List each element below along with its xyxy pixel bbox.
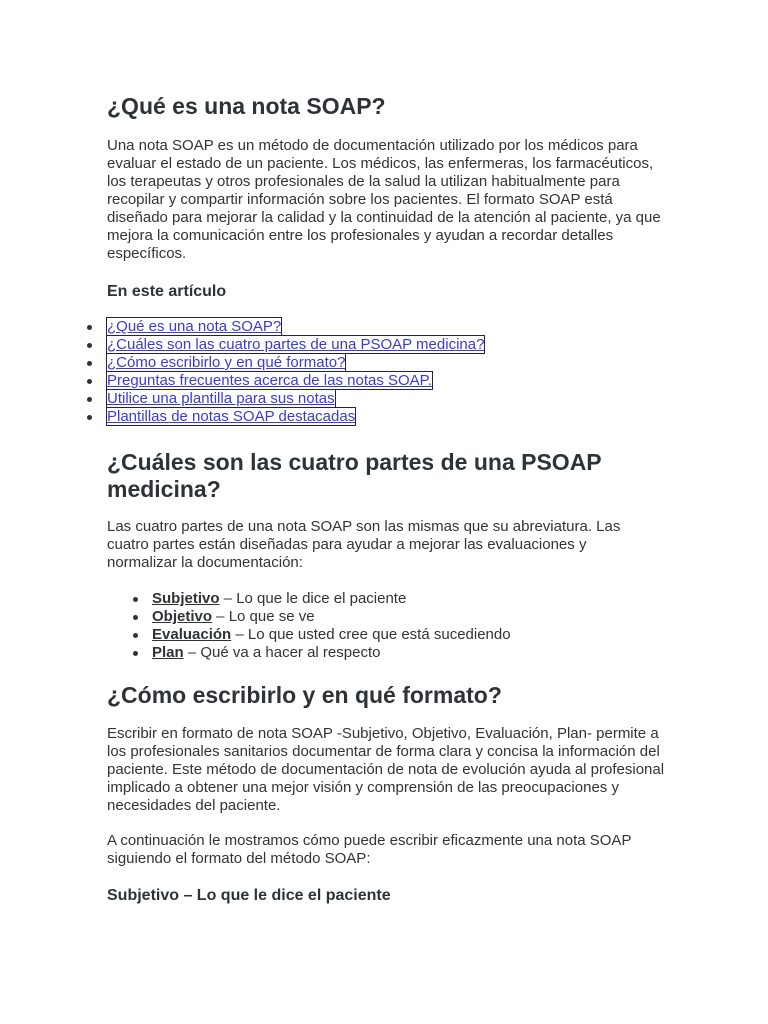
part-desc: – Lo que se ve: [212, 608, 315, 625]
intro-paragraph: Una nota SOAP es un método de documentación utilizado por los médicos para evaluar el estado de un paciente. Los médicos, las enfermeras, los farmacéuticos, los terapeutas y otros profesionales de la salud la utilizan habitualmente para recopilar y compartir información sobre los pacientes. El formato SOAP está diseñado para mejorar la calidad y la continuidad de la atención al paciente, ya que mejora la comunicación entre los profesionales y ayudan a recordar detalles específicos.: [107, 137, 661, 262]
list-item: [133, 608, 511, 626]
toc-item: [87, 390, 484, 408]
toc-link-how-to-write[interactable]: ¿Cómo escribirlo y en qué formato?: [107, 354, 346, 371]
toc-item: [87, 354, 484, 372]
toc-link-four-parts[interactable]: ¿Cuáles son las cuatro partes de una PSOAP medicina?: [107, 336, 485, 353]
format-paragraph: Escribir en formato de nota SOAP -Subjetivo, Objetivo, Evaluación, Plan- permite a los profesionales sanitarios documentar de forma clara y concisa la información del paciente. Este método de documentación de nota de evolución ayuda al profesional implicado a obtener una mejor visión y comprensión de las preocupaciones y necesidades del paciente.: [107, 725, 665, 814]
list-item: [133, 590, 511, 608]
part-term: Objetivo: [152, 608, 213, 625]
table-of-contents: [87, 318, 484, 426]
toc-item: [87, 372, 484, 390]
toc-link-template[interactable]: Utilice una plantilla para sus notas: [107, 390, 335, 407]
heading-four-parts: ¿Cuáles son las cuatro partes de una PSOAP medicina?: [107, 449, 602, 502]
heading-how-to-write: ¿Cómo escribirlo y en qué formato?: [107, 682, 502, 708]
toc-item: [87, 336, 484, 354]
soap-parts-list: [133, 590, 511, 662]
toc-item: [87, 408, 484, 426]
toc-link-what-is[interactable]: ¿Qué es una nota SOAP?: [107, 318, 282, 335]
list-item: [133, 626, 511, 644]
toc-heading: En este artículo: [107, 283, 227, 300]
subheading-subjective: Subjetivo – Lo que le dice el paciente: [107, 887, 391, 904]
part-desc: – Lo que le dice el paciente: [219, 590, 407, 607]
toc-link-featured-templates[interactable]: Plantillas de notas SOAP destacadas: [107, 408, 356, 425]
toc-item: [87, 318, 484, 336]
continuation-paragraph: A continuación le mostramos cómo puede escribir eficazmente una nota SOAP siguiendo el formato del método SOAP:: [107, 832, 632, 867]
heading-what-is-soap: ¿Qué es una nota SOAP?: [107, 93, 386, 119]
part-desc: – Qué va a hacer al respecto: [183, 644, 381, 661]
part-term: Subjetivo: [152, 590, 220, 607]
parts-paragraph: Las cuatro partes de una nota SOAP son las mismas que su abreviatura. Las cuatro partes están diseñadas para ayudar a mejorar las evaluaciones y normalizar la documentación:: [107, 518, 621, 571]
list-item: [133, 644, 511, 662]
part-term: Plan: [152, 644, 184, 661]
part-desc: – Lo que usted cree que está sucediendo: [231, 626, 511, 643]
toc-link-faq[interactable]: Preguntas frecuentes acerca de las notas SOAP.: [107, 372, 432, 389]
part-term: Evaluación: [152, 626, 232, 643]
